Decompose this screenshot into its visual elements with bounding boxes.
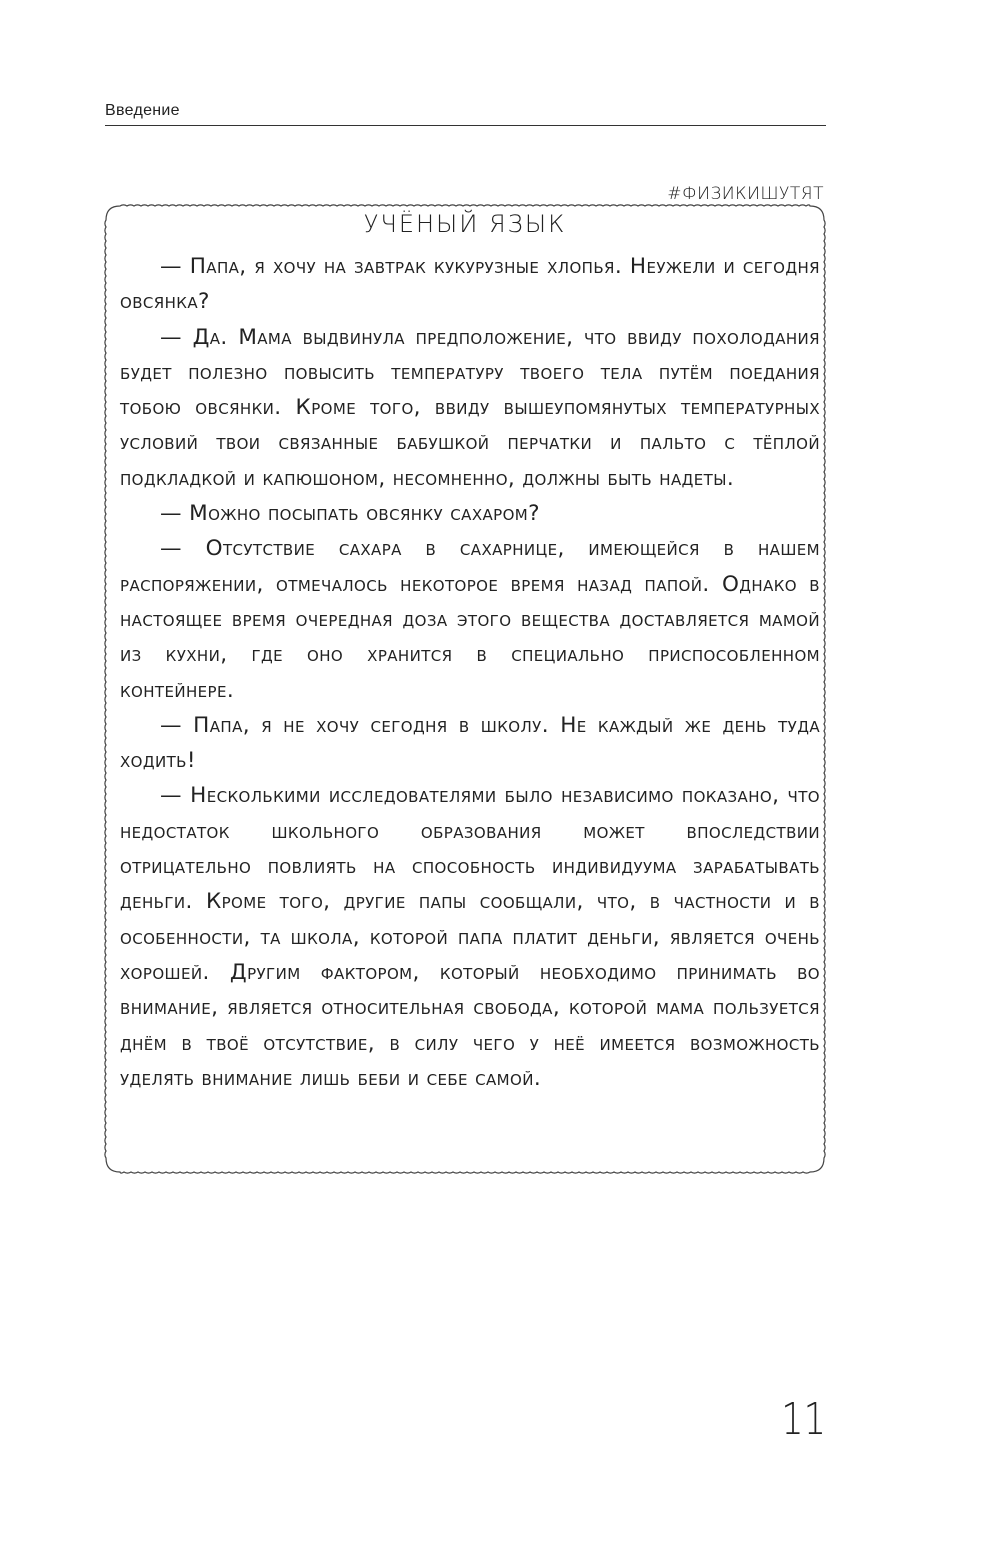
box-body: [120, 249, 820, 1096]
dialogue-paragraph: — Отсутствие сахара в сахарнице, имеющейся в нашем распоряжении, отмечалось некоторое время назад папой. Однако в настоящее время очередная доза этого вещества доставляется мамой из кухни, где оно хранится в специально приспособленном контейнере.: [120, 536, 820, 703]
page-number: 11: [781, 1394, 826, 1445]
dialogue-paragraph: — Да. Мама выдвинула предположение, что ввиду похолодания будет полезно повысить температуру твоего тела путём поедания тобою овсянки. Кроме того, ввиду вышеупомянутых температурных условий твои связанные бабушкой перчатки и пальто с тёплой подкладкой и капюшоном, несомненно, должны быть надеты.: [120, 324, 820, 491]
dialogue-paragraph: — Папа, я хочу на завтрак кукурузные хлопья. Неужели и сегодня овсянка?: [120, 254, 820, 315]
header-rule: [105, 125, 826, 126]
dialogue-paragraph: — Папа, я не хочу сегодня в школу. Не каждый же день туда ходить!: [120, 712, 820, 774]
dialogue-paragraph: — Можно посыпать овсянку сахаром?: [160, 501, 540, 527]
running-head: Введение: [105, 102, 180, 119]
box-title: УЧЁНЫЙ ЯЗЫК: [363, 210, 567, 238]
hashtag: #ФИЗИКИШУТЯТ: [667, 184, 824, 204]
dialogue-paragraph: — Несколькими исследователями было независимо показано, что недостаток школьного образования может впоследствии отрицательно повлиять на способность индивидуума зарабатывать деньги. Кроме того, другие папы сообщали, что, в частности и в особенности, та школа, которой папа платит деньги, является очень хорошей. Другим фактором, который необходимо принимать во внимание, является относительная свобода, которой мама пользуется днём в твоё отсутствие, в силу чего у неё имеется возможность уделять внимание лишь беби и себе самой.: [120, 783, 820, 1091]
